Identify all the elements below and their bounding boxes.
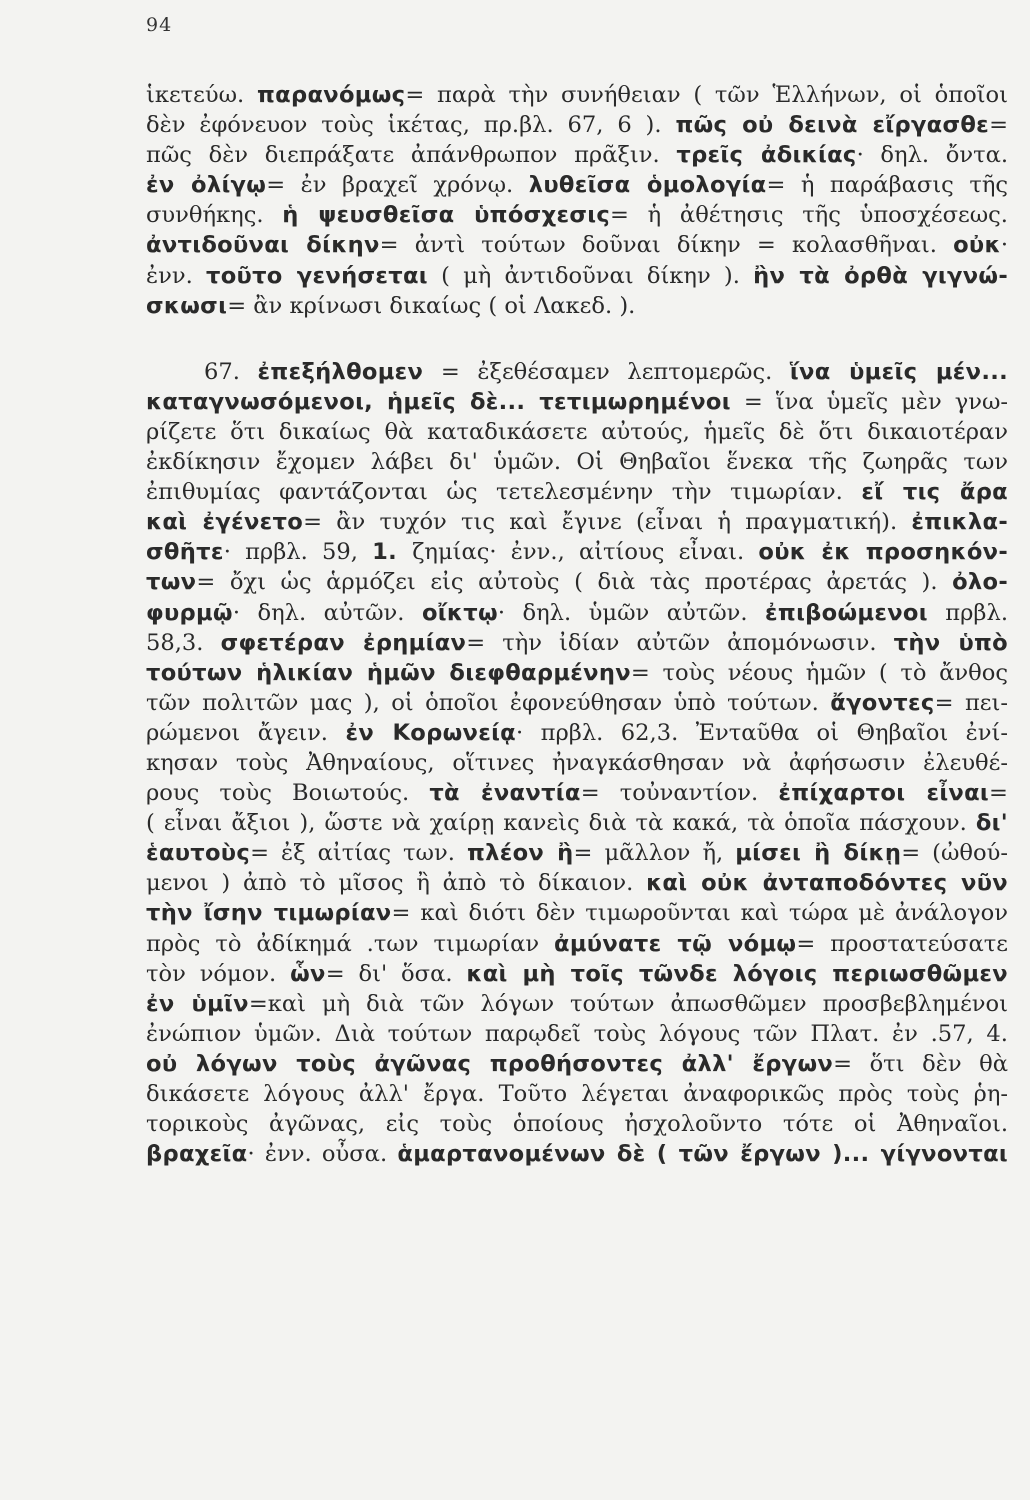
lemma-term: ἢν τὰ ὀρθὰ γιγνώ- (753, 262, 1009, 289)
text-line (146, 417, 1008, 447)
lemma-term: τὴν ἴσην τιμωρίαν (146, 900, 392, 927)
text-line (146, 447, 1008, 477)
gloss-text: = προστατεύσατε (796, 930, 1008, 957)
gloss-text: ἐνν. (146, 262, 206, 289)
gloss-text: = ἐξ αἰτίας των. (250, 840, 467, 867)
gloss-text: ( μὴ ἀντιδοῦναι δίκην ). (427, 262, 754, 289)
lemma-term: τούτων ἡλικίαν ἡμῶν διεφθαρμένην (146, 659, 631, 686)
text-line (146, 838, 1008, 868)
gloss-text: = ἂν τυχόν τις καὶ ἔγινε (εἶναι ἡ πραγματική). (303, 509, 912, 536)
lemma-term: πῶς οὐ δεινὰ εἴργασθε (675, 112, 990, 139)
text-line (146, 688, 1008, 718)
gloss-text: 58,3. (146, 629, 221, 656)
lemma-term: καὶ μὴ τοῖς τῶνδε λόγοις περιωσθῶμεν (466, 960, 1008, 987)
gloss-text: · δηλ. αὐτῶν. (232, 599, 422, 626)
lemma-term: λυθεῖσα ὁμολογία (528, 172, 767, 199)
text-line (146, 1049, 1008, 1079)
text-line (146, 929, 1008, 959)
gloss-text: τῶν πολιτῶν μας ), οἱ ὁποῖοι ἐφονεύθησαν ὑπὸ τούτων. (146, 689, 831, 716)
gloss-text: = ἐξεθέσαμεν λεπτομερῶς. (423, 358, 790, 385)
gloss-text: ἐκδίκησιν ἔχομεν λάβει δι' ὑμῶν. Οἱ Θηβαῖοι ἕνεκα τῆς ζωηρᾶς των (146, 449, 1008, 476)
text-line (146, 628, 1008, 658)
text-line (146, 537, 1008, 567)
gloss-text: = (989, 780, 1008, 807)
commentary-text (146, 80, 1008, 1169)
lemma-term: ἐπίχαρτοι εἶναι (778, 780, 990, 807)
text-line (146, 110, 1008, 140)
text-line (146, 170, 1008, 200)
gloss-text: = καὶ διότι δὲν τιμωροῦνται καὶ τώρα μὲ ἀνάλογον (391, 900, 1008, 927)
lemma-term: βραχεῖα (146, 1141, 248, 1168)
text-line (146, 1139, 1008, 1169)
lemma-term: οὐ λόγων τοὺς ἀγῶνας προθήσοντες ἀλλ' ἔργων (146, 1050, 834, 1077)
gloss-text: = ὄχι ὡς ἁρμόζει εἰς αὐτοὺς ( διὰ τὰς προτέρας ἀρετάς ). (196, 569, 953, 596)
lemma-term: εἴ τις ἄρα (861, 479, 1008, 506)
gloss-text: · πρβλ. 62,3. Ἐνταῦθα οἱ Θηβαῖοι ἐνί- (516, 719, 1008, 746)
gloss-text: =καὶ μὴ διὰ τῶν λόγων τούτων ἀπωσθῶμεν προσβεβλημένοι (248, 990, 1008, 1017)
text-line (146, 80, 1008, 110)
lemma-term: τὴν ὑπὸ (893, 629, 1008, 656)
gloss-text: ρώμενοι ἄγειν. (146, 719, 346, 746)
text-line (146, 140, 1008, 170)
lemma-term: παρανόμως (257, 82, 406, 108)
lemma-term: σκωσι (146, 292, 228, 319)
gloss-text: = ἀντὶ τούτων δοῦναι δίκην = κολασθῆναι. (379, 232, 954, 259)
text-line (146, 748, 1008, 778)
gloss-text: ζημίας· ἐνν., αἰτίους εἶναι. (412, 539, 759, 566)
lemma-term: ἐπιβοώμενοι (765, 599, 928, 626)
lemma-term: ἐπεξήλθομεν (257, 358, 424, 385)
lemma-term: οἴκτῳ (421, 599, 498, 626)
lemma-term: ἐν ὑμῖν (146, 990, 249, 1017)
gloss-text: συνθήκης. (146, 202, 283, 229)
lemma-term: των (146, 569, 197, 596)
lemma-term: ἀντιδοῦναι δίκην (146, 232, 380, 259)
lemma-term: ὧν (290, 960, 326, 987)
gloss-text: = ἂν κρίνωσι δικαίως ( οἱ Λακεδ. ). (227, 292, 636, 319)
gloss-text: = παρὰ τὴν συνήθειαν ( τῶν Ἑλλήνων, οἱ ὁποῖοι (405, 82, 1008, 108)
text-line (146, 200, 1008, 230)
text-line (146, 387, 1008, 417)
text-line (146, 1079, 1008, 1109)
paragraph-gap (146, 321, 1008, 357)
lemma-term: ἄγοντες (830, 689, 935, 716)
gloss-text: = ὅτι δὲν θὰ (833, 1050, 1008, 1077)
gloss-text: μενοι ) ἀπὸ τὸ μῖσος ἢ ἀπὸ τὸ δίκαιον. (146, 870, 647, 897)
text-line (146, 989, 1008, 1019)
text-line (146, 567, 1008, 597)
gloss-text: · δηλ. ὑμῶν αὐτῶν. (497, 599, 766, 626)
lemma-term: καὶ ἐγένετο (146, 509, 304, 536)
gloss-text: ρίζετε ὅτι δικαίως θὰ καταδικάσετε αὐτούς, ἡμεῖς δὲ ὅτι δικαιοτέραν (146, 418, 1008, 445)
lemma-term: 1. (372, 539, 413, 566)
gloss-text: δὲν ἐφόνευον τοὺς ἱκέτας, πρ.βλ. 67, 6 ). (146, 112, 676, 139)
text-line (146, 507, 1008, 537)
gloss-text: = πει- (934, 689, 1008, 716)
text-line (146, 230, 1008, 260)
gloss-text: ἱκετεύω. (146, 82, 257, 108)
text-line (146, 959, 1008, 989)
gloss-text: = ἡ ἀθέτησις τῆς ὑποσχέσεως. (610, 202, 1008, 229)
gloss-text: · πρβλ. 59, (223, 539, 373, 566)
gloss-text: πρὸς τὸ ἀδίκημά .των τιμωρίαν (146, 930, 555, 957)
gloss-text: τὸν νόμον. (146, 960, 291, 987)
lemma-term: οὐκ ἐκ προσηκόν- (758, 539, 1009, 566)
lemma-term: ἵνα ὑμεῖς μέν... (789, 358, 1008, 385)
lemma-term: ἁμαρτανομένων δὲ ( τῶν ἔργων )... γίγνονται (397, 1141, 1008, 1168)
lemma-term: μίσει ἢ δίκῃ (735, 840, 902, 867)
lemma-term: δι' (975, 810, 1008, 837)
lemma-term: τοῦτο γενήσεται (205, 262, 428, 289)
gloss-text: · δηλ. ὄντα. (856, 142, 1009, 169)
gloss-text: κησαν τοὺς Ἀθηναίους, οἵτινες ἠναγκάσθησαν νὰ ἀφήσωσιν ἐλευθέ- (146, 749, 1008, 776)
lemma-term: ἀμύνατε τῷ νόμῳ (554, 930, 797, 957)
gloss-text: πῶς δὲν διεπράξατε ἀπάνθρωπον πρᾶξιν. (146, 142, 677, 169)
lemma-term: φυρμῷ (146, 599, 233, 626)
text-line (146, 868, 1008, 898)
lemma-term: τὰ ἐναντία (429, 780, 581, 807)
gloss-text: = τοὐναντίον. (580, 780, 779, 807)
gloss-text: · ἐνν. οὖσα. (247, 1141, 398, 1168)
gloss-text: ρους τοὺς Βοιωτούς. (146, 780, 430, 807)
gloss-text: 67. (204, 358, 258, 385)
gloss-text: = (989, 112, 1008, 139)
lemma-term: πλέον ἢ (466, 840, 574, 867)
text-line (146, 808, 1008, 838)
gloss-text: ἐνώπιον ὑμῶν. Διὰ τούτων παρῳδεῖ τοὺς λόγους τῶν Πλατ. ἐν .57, 4. (146, 1020, 1008, 1047)
lemma-term: οὐκ (953, 232, 1001, 259)
text-line (146, 718, 1008, 748)
gloss-text: · (1000, 232, 1008, 259)
text-line (146, 778, 1008, 808)
lemma-term: ἐπικλα- (911, 509, 1008, 536)
gloss-text: ( εἶναι ἄξιοι ), ὥστε νὰ χαίρῃ κανεὶς διὰ τὰ κακά, τὰ ὁποῖα πάσχουν. (146, 810, 976, 837)
lemma-term: ἡ ψευσθεῖσα ὑπόσχεσις (282, 202, 611, 229)
gloss-text: = ἐν βραχεῖ χρόνῳ. (266, 172, 529, 199)
gloss-text: πρβλ. (927, 599, 1008, 626)
lemma-term: ἑαυτοὺς (146, 840, 251, 867)
text-line (146, 1019, 1008, 1049)
gloss-text: = τὴν ἰδίαν αὐτῶν ἀπομόνωσιν. (466, 629, 894, 656)
text-line (146, 477, 1008, 507)
lemma-term: καὶ οὐκ ἀνταποδόντες νῦν (646, 870, 1008, 897)
lemma-term: τρεῖς ἀδικίας (676, 142, 857, 169)
text-line (146, 658, 1008, 688)
lemma-term: καταγνωσόμενοι, ἡμεῖς δὲ... τετιμωρημένοι (146, 388, 731, 415)
gloss-text: = τοὺς νέους ἡμῶν ( τὸ ἄνθος (630, 659, 1008, 686)
lemma-term: σθῆτε (146, 539, 224, 566)
gloss-text: = ἵνα ὑμεῖς μὲν γνω- (730, 388, 1009, 415)
lemma-term: ἐν ὀλίγῳ (146, 172, 267, 199)
gloss-text: = δι' ὅσα. (325, 960, 467, 987)
text-line (146, 598, 1008, 628)
text-line (146, 291, 1008, 321)
text-line (146, 357, 1008, 387)
lemma-term: ἐν Κορωνείᾳ (345, 719, 516, 746)
lemma-term: σφετέραν ἐρημίαν (220, 629, 467, 656)
gloss-text: = ἡ παράβασις τῆς (766, 172, 1009, 199)
gloss-text: ἐπιθυμίας φαντάζονται ὡς τετελεσμένην τὴν τιμωρίαν. (146, 479, 862, 506)
text-line (146, 898, 1008, 928)
gloss-text: δικάσετε λόγους ἀλλ' ἔργα. Τοῦτο λέγεται ἀναφορικῶς πρὸς τοὺς ῥη- (146, 1081, 1008, 1107)
text-line (146, 1109, 1008, 1139)
lemma-term: ὀλο- (952, 569, 1008, 596)
gloss-text: τορικοὺς ἀγῶνας, εἰς τοὺς ὁποίους ἠσχολοῦντο τότε οἱ Ἀθηναῖοι. (146, 1111, 1008, 1138)
gloss-text: = (ὠθού- (901, 840, 1008, 867)
text-line (146, 261, 1008, 291)
gloss-text: = μᾶλλον ἤ, (573, 840, 736, 867)
page-number: 94 (146, 14, 173, 36)
